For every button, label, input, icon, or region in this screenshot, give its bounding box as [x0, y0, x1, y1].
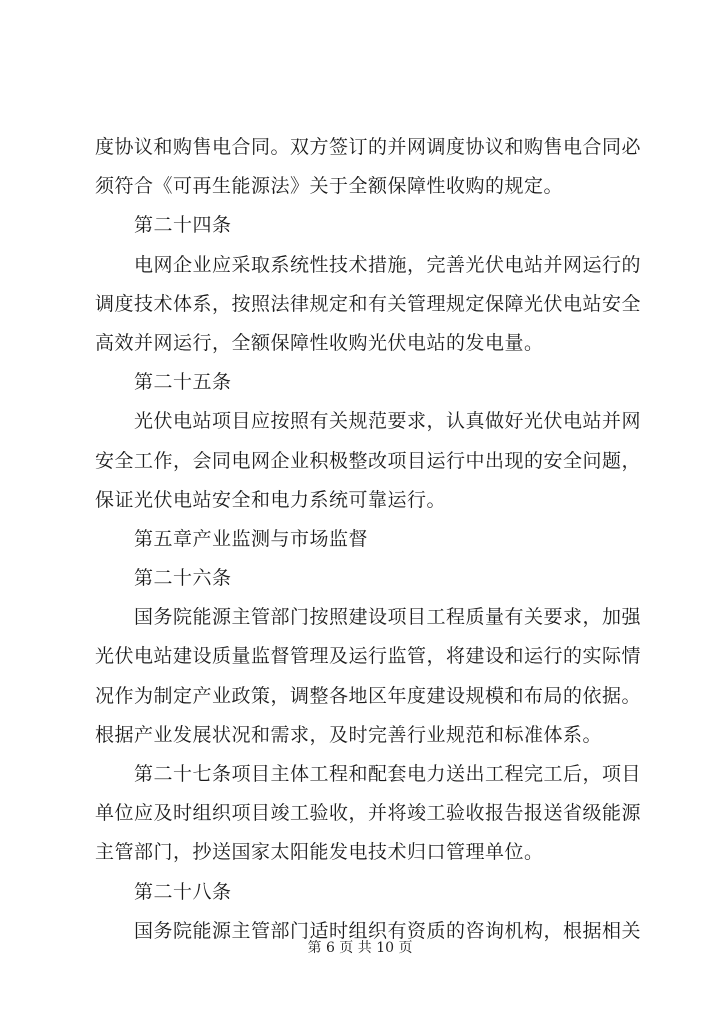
text-line: 光伏电站项目应按照有关规范要求，认真做好光伏电站并网	[134, 410, 642, 433]
article-heading: 第二十五条	[134, 371, 232, 394]
document-body	[95, 128, 642, 951]
text-line: 保证光伏电站安全和电力系统可靠运行。	[95, 488, 447, 511]
text-line: 须符合《可再生能源法》关于全额保障性收购的规定。	[95, 175, 564, 198]
text-line: 安全工作，会同电网企业积极整改项目运行中出现的安全问题，	[95, 449, 642, 472]
text-line: 调度技术体系，按照法律规定和有关管理规定保障光伏电站安全	[95, 292, 642, 315]
text-line: 光伏电站建设质量监督管理及运行监管，将建设和运行的实际情	[95, 645, 642, 668]
page-number-footer: 第 6 页 共 10 页	[307, 940, 413, 956]
text-line: 度协议和购售电合同。双方签订的并网调度协议和购售电合同必	[95, 136, 642, 158]
text-line: 主管部门，抄送国家太阳能发电技术归口管理单位。	[95, 841, 544, 864]
text-line: 第二十七条项目主体工程和配套电力送出工程完工后，项目	[134, 763, 642, 785]
text-line: 国务院能源主管部门按照建设项目工程质量有关要求，加强	[134, 606, 642, 629]
text-line: 国务院能源主管部门适时组织有资质的咨询机构，根据相关	[134, 919, 642, 942]
article-heading: 第二十六条	[134, 567, 232, 590]
text-line: 况作为制定产业政策，调整各地区年度建设规模和布局的依据。	[95, 684, 642, 707]
article-heading: 第二十四条	[134, 214, 232, 237]
text-line: 根据产业发展状况和需求，及时完善行业规范和标准体系。	[95, 723, 603, 746]
text-line: 单位应及时组织项目竣工验收，并将竣工验收报告报送省级能源	[95, 802, 642, 825]
text-line: 高效并网运行，全额保障性收购光伏电站的发电量。	[95, 331, 544, 354]
article-heading: 第二十八条	[134, 880, 232, 903]
chapter-heading: 第五章产业监测与市场监督	[134, 527, 369, 550]
text-line: 电网企业应采取系统性技术措施，完善光伏电站并网运行的	[134, 253, 642, 276]
